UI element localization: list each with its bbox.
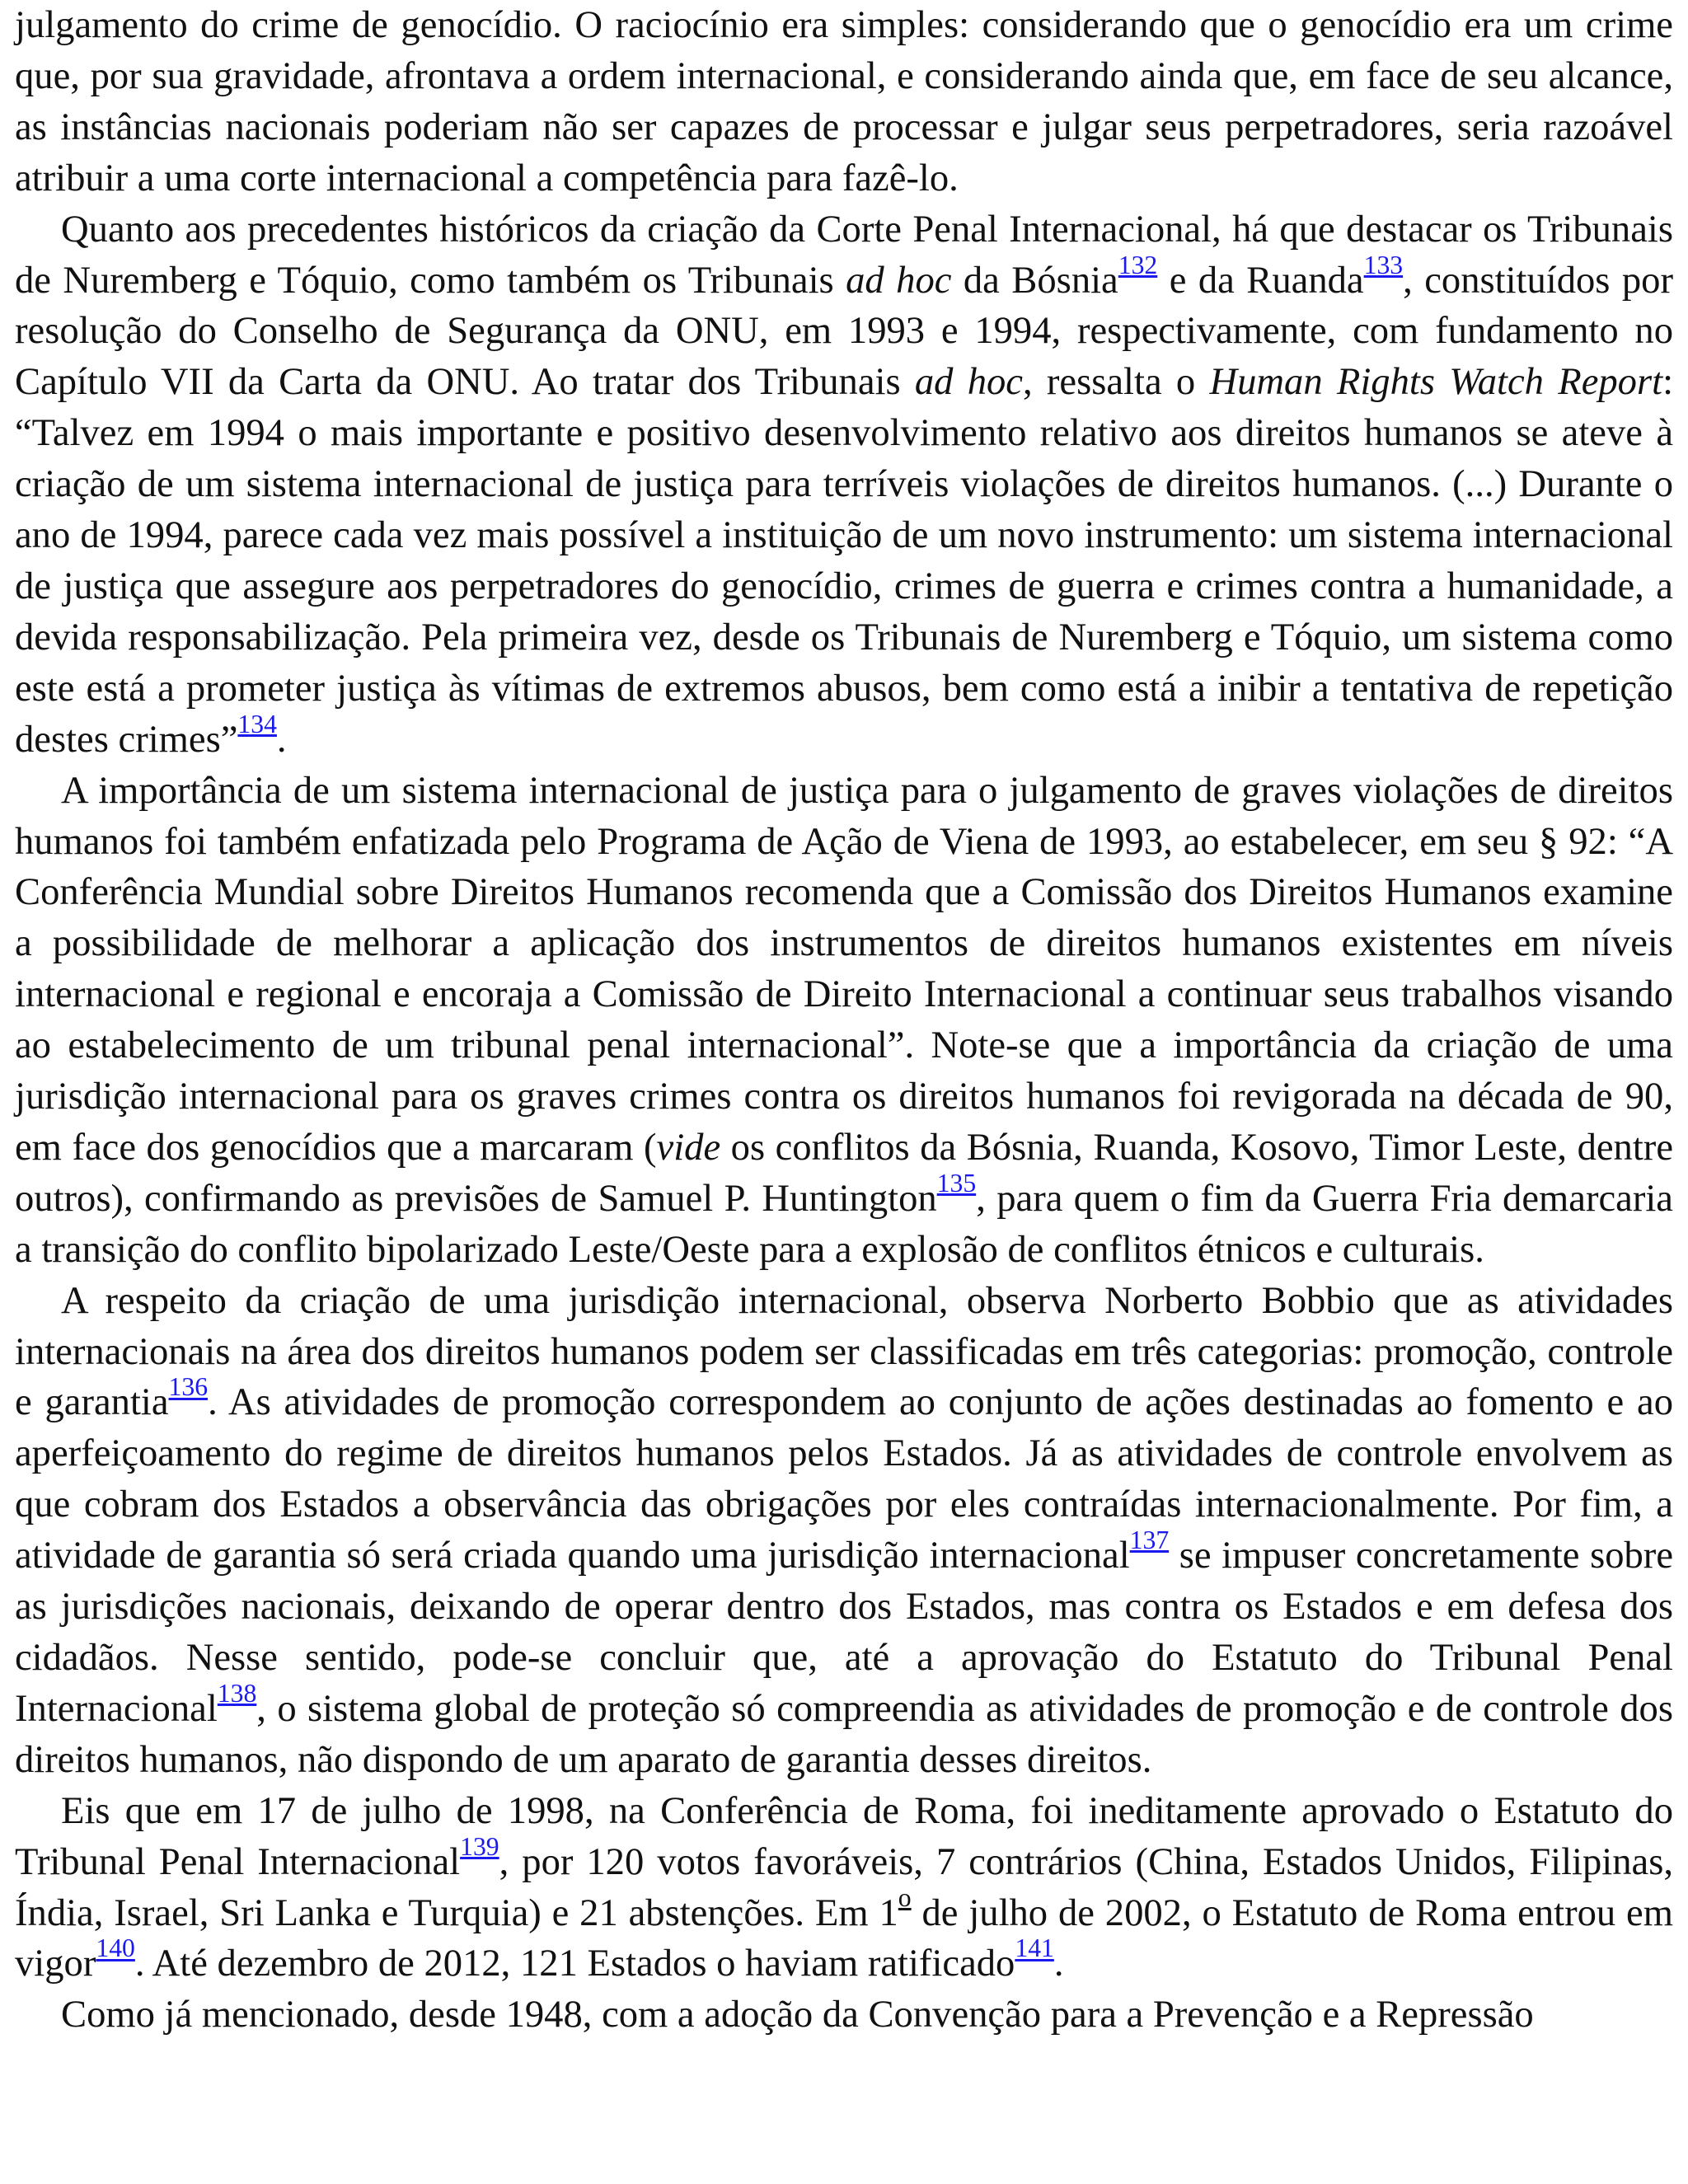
text-run: : “Talvez em 1994 o mais importante e positivo desenvolvimento relativo aos direitos humanos se ateve à criação de um sistema internacional de justiça para terríveis violações de direitos humanos. (...) Durante o ano de 1994, parece cada vez mais possível a instituição de um novo instrumento: um sistema internacional de justiça que assegure aos perpetradores do genocídio, crimes de guerra e crimes contra a humanidade, a devida responsabilização. Pela primeira vez, desde os Tribunais de Nuremberg e Tóquio, um sistema como este está a prometer justiça às vítimas de extremos abusos, bem como está a inibir a tentativa de repetição destes crimes” — [15, 360, 1674, 761]
paragraph-6 — [15, 1990, 1673, 2041]
text-run: , para quem o fim da Guerra Fria demarcaria a transição do conflito bipolarizado Leste/Oeste para a explosão de conflitos étnicos e culturais. — [15, 1176, 1673, 1271]
text-run: julgamento do crime de genocídio. O raciocínio era simples: considerando que o genocídio era um crime que, por sua gravidade, afrontava a ordem internacional, e considerando ainda que, em face de seu alcance, as instâncias nacionais poderiam não ser capazes de processar e julgar seus perpetradores, seria razoável atribuir a uma corte internacional a competência para fazê-lo. — [15, 3, 1673, 199]
text-run: Como já mencionado, desde 1948, com a adoção da Convenção para a Prevenção e a Repressão — [61, 1993, 1534, 2036]
italic-text: ad hoc — [914, 360, 1023, 404]
footnote-link-140[interactable]: 140 — [96, 1933, 135, 1963]
paragraph-5 — [15, 1786, 1673, 1990]
italic-text: Human Rights Watch Report — [1209, 360, 1663, 404]
text-run: , por 120 votos favoráveis, 7 contrários (China, Estados Unidos, Filipinas, Índia, Israel, Sri Lanka e Turquia) e 21 abstenções. Em 1 — [15, 1840, 1673, 1934]
footnote-link-139[interactable]: 139 — [460, 1831, 499, 1861]
footnote-link-137[interactable]: 137 — [1129, 1526, 1170, 1555]
italic-text: vide — [656, 1125, 721, 1169]
paragraph-3 — [15, 766, 1673, 1276]
paragraph-1 — [15, 0, 1673, 204]
text-run: , constituídos por resolução do Conselho de Segurança da ONU, em 1993 e 1994, respectivamente, com fundamento no Capítulo VII da Carta da ONU. Ao tratar dos Tribunais — [15, 258, 1673, 404]
text-run: . As atividades de promoção correspondem ao conjunto de ações destinadas ao fomento e ao aperfeiçoamento do regime de direitos humanos pelos Estados. Já as atividades de controle envolvem as que cobram dos Estados a observância das obrigações por eles contraídas internacionalmente. Por fim, a atividade de garantia só será criada quando uma jurisdição internacional — [15, 1380, 1673, 1577]
footnote-link-136[interactable]: 136 — [168, 1372, 209, 1402]
text-run: da Bósnia — [951, 258, 1118, 302]
footnote-link-135[interactable]: 135 — [936, 1169, 977, 1198]
text-run: . Até dezembro de 2012, 121 Estados o haviam ratificado — [134, 1942, 1015, 1985]
text-run: . — [1053, 1942, 1064, 1985]
footnote-link-132[interactable]: 132 — [1118, 250, 1158, 279]
footnote-link-133[interactable]: 133 — [1363, 250, 1404, 279]
text-run: , ressalta o — [1023, 360, 1210, 404]
paragraph-4 — [15, 1276, 1673, 1786]
text-run: . — [276, 717, 287, 761]
text-run: de julho de 2002, o Estatuto de Roma entrou em vigor — [15, 1891, 1673, 1985]
footnote-link-138[interactable]: 138 — [217, 1679, 257, 1708]
text-run: e da Ruanda — [1157, 258, 1364, 302]
italic-text: ad hoc — [846, 258, 952, 302]
text-run: A respeito da criação de uma jurisdição internacional, observa Norberto Bobbio que as atividades internacionais na área dos direitos humanos podem ser classificadas em três categorias: promoção, controle e garantia — [15, 1278, 1673, 1424]
text-run: se impuser concretamente sobre as jurisdições nacionais, deixando de operar dentro dos Estados, mas contra os Estados e em defesa dos cidadãos. Nesse sentido, pode-se concluir que, até a aprovação do Estatuto do Tribunal Penal Internacional — [15, 1534, 1673, 1730]
paragraph-2 — [15, 204, 1673, 766]
ordinal-superscript: o — [898, 1882, 912, 1912]
text-run: Quanto aos precedentes históricos da criação da Corte Penal Internacional, há que destacar os Tribunais de Nuremberg e Tóquio, como também os Tribunais — [15, 207, 1673, 302]
footnote-link-134[interactable]: 134 — [237, 709, 277, 738]
text-run: A importância de um sistema internacional de justiça para o julgamento de graves violações de direitos humanos foi também enfatizada pelo Programa de Ação de Viena de 1993, ao estabelecer, em seu § 92: “A Conferência Mundial sobre Direitos Humanos recomenda que a Comissão dos Direitos Humanos examine a possibilidade de melhorar a aplicação dos instrumentos de direitos humanos existentes em níveis internacional e regional e encoraja a Comissão de Direito Internacional a continuar seus trabalhos visando ao estabelecimento de um tribunal penal internacional”. Note-se que a importância da criação de uma jurisdição internacional para os graves crimes contra os direitos humanos foi revigorada na década de 90, em face dos genocídios que a marcaram ( — [15, 768, 1673, 1169]
document-page — [15, 0, 1673, 2041]
footnote-link-141[interactable]: 141 — [1015, 1933, 1054, 1963]
text-run: , o sistema global de proteção só compreendia as atividades de promoção e de controle dos direitos humanos, não dispondo de um aparato de garantia desses direitos. — [15, 1686, 1673, 1781]
text-run: os conflitos da Bósnia, Ruanda, Kosovo, Timor Leste, dentre outros), confirmando as previsões de Samuel P. Huntington — [15, 1125, 1673, 1220]
text-run: Eis que em 17 de julho de 1998, na Conferência de Roma, foi ineditamente aprovado o Estatuto do Tribunal Penal Internacional — [15, 1788, 1673, 1883]
